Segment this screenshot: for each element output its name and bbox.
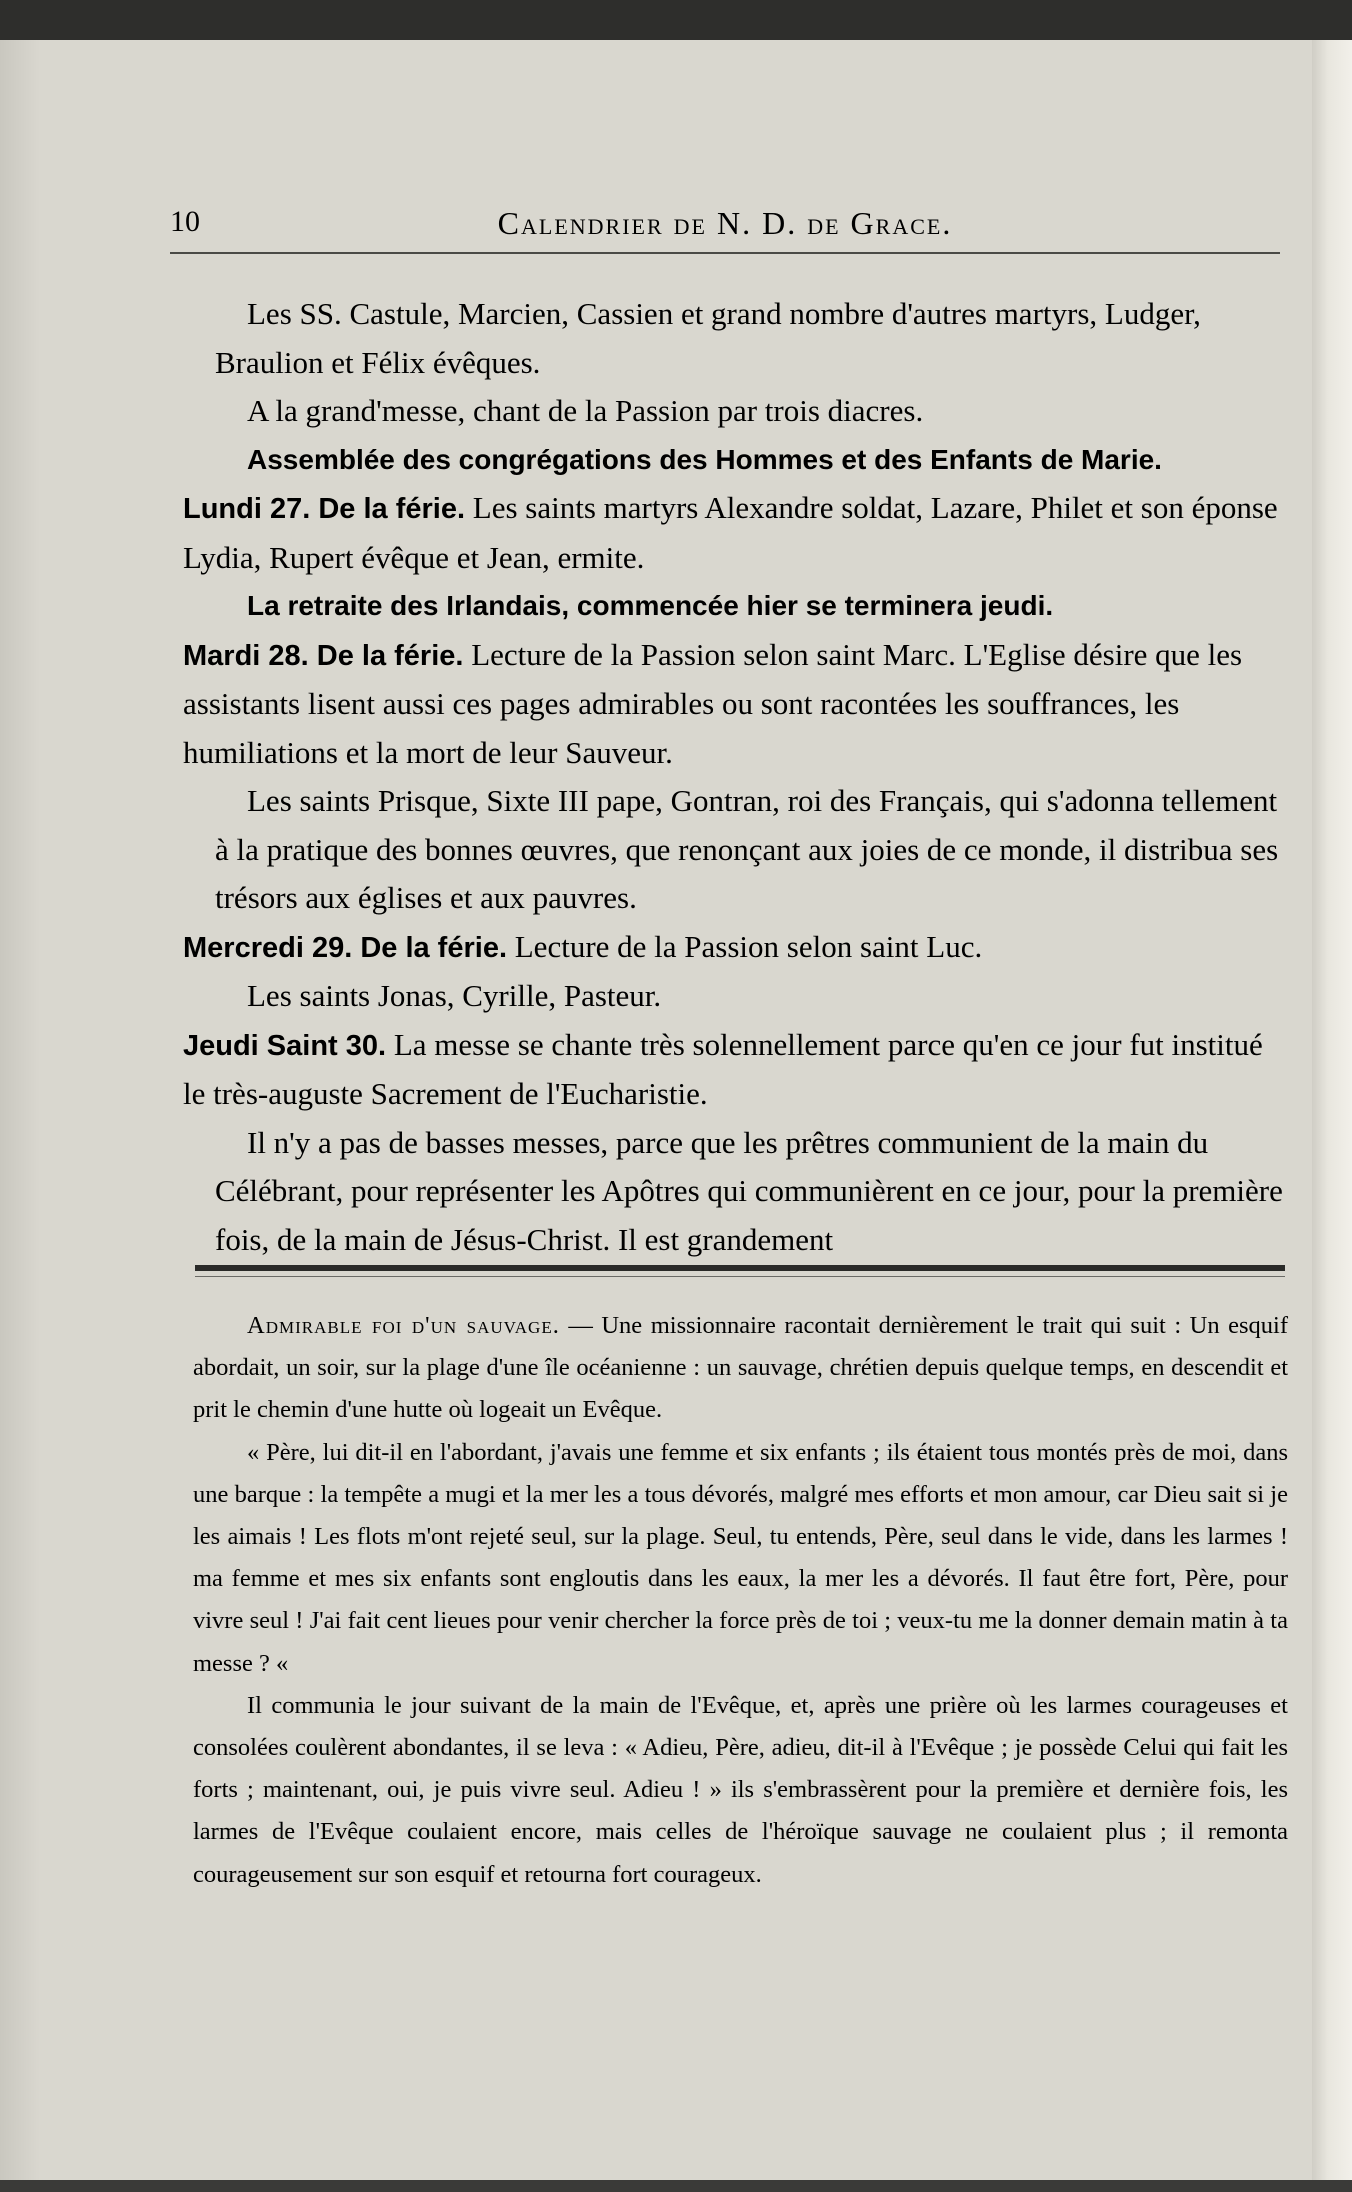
footnote-paragraph: « Père, lui dit-il en l'abordant, j'avais une femme et six enfants ; ils étaient tous montés près de moi, dans une barque : la tempête a mugi et la mer les a tous dévorés, malgré mes efforts et mon amour, car Dieu sait si je les aimais ! Les flots m'ont rejeté seul, sur la plage. Seul, tu entends, Père, seul dans le vide, dans les larmes ! ma femme et mes six enfants sont engloutis dans les eaux, la mer les a dévorés. Il faut être fort, Père, pour vivre seul ! J'ai fait cent lieues pour venir chercher la force près de toi ; veux-tu me la donner demain matin à ta messe ? «: [193, 1438, 1288, 1677]
day-entry: Mercredi 29. De la férie. Lecture de la Passion selon saint Luc.: [183, 928, 983, 964]
footnote-rule-thin: [195, 1276, 1285, 1277]
day-heading: Jeudi Saint 30.: [183, 1029, 387, 1062]
page-gutter-shade: [0, 40, 40, 2180]
announcement: La retraite des Irlandais, commencée hier se terminera jeudi.: [247, 590, 1054, 621]
day-heading: Lundi 27. De la férie.: [183, 493, 466, 525]
page-edge: [1312, 40, 1352, 2180]
day-heading: Mercredi 29. De la férie.: [183, 931, 507, 964]
footnote: [193, 1305, 1288, 1896]
entry-paragraph: A la grand'messe, chant de la Passion par trois diacres.: [247, 393, 924, 428]
day-entry: Jeudi Saint 30. La messe se chante très solennellement parce qu'en ce jour fut institué le très-auguste Sacrement de l'Eucharistie.: [183, 1026, 1263, 1111]
entry-paragraph: Les saints Jonas, Cyrille, Pasteur.: [247, 978, 662, 1013]
page-number: 10: [170, 205, 200, 238]
footnote-paragraph: Admirable foi d'un sauvage. — Une missionnaire racontait dernièrement le trait qui suit : Un esquif abordait, un soir, sur la plage d'une île océanienne : un sauvage, chrétien depuis quelque temps, en descendit et prit le chemin d'une hutte où logeait un Evêque.: [193, 1312, 1288, 1424]
day-entry: Lundi 27. De la férie. Les saints martyrs Alexandre soldat, Lazare, Philet et son éponse Lydia, Rupert évêque et Jean, ermite.: [183, 490, 1278, 575]
day-heading: Mardi 28. De la férie.: [183, 639, 464, 672]
entry-paragraph: Il n'y a pas de basses messes, parce que les prêtres communient de la main du Célébrant, pour représenter les Apôtres qui communièrent en ce jour, pour la première fois, de la main de Jésus-Christ. Il est grandement: [215, 1124, 1283, 1257]
header-rule: [170, 252, 1280, 254]
footnote-title: Admirable foi d'un sauvage.: [247, 1312, 560, 1339]
calendar-body: [183, 290, 1285, 1264]
entry-paragraph: Les saints Prisque, Sixte III pape, Gontran, roi des Français, qui s'adonna tellement à la pratique des bonnes œuvres, que renonçant aux joies de ce monde, il distribua ses trésors aux églises et aux pauvres.: [215, 783, 1279, 915]
footnote-rule: [195, 1265, 1285, 1271]
page-header: [170, 205, 1280, 255]
footnote-paragraph: Il communia le jour suivant de la main de l'Evêque, et, après une prière où les larmes courageuses et consolées coulèrent abondantes, il se leva : « Adieu, Père, adieu, dit-il à l'Evêque ; je possède Celui qui fait les forts ; maintenant, oui, je puis vivre seul. Adieu ! » ils s'embrassèrent pour la première et dernière fois, les larmes de l'Evêque coulaient encore, mais celles de l'héroïque sauvage ne coulaient plus ; il remonta courageusement sur son esquif et retourna fort courageux.: [193, 1691, 1288, 1888]
entry-paragraph: Les SS. Castule, Marcien, Cassien et grand nombre d'autres martyrs, Ludger, Braulion et Félix évêques.: [215, 296, 1201, 380]
running-title: Calendrier de N. D. de Grace.: [497, 205, 953, 241]
announcement: Assemblée des congrégations des Hommes et des Enfants de Marie.: [247, 443, 1162, 475]
day-entry: Mardi 28. De la férie. Lecture de la Passion selon saint Marc. L'Eglise désire que les assistants lisent aussi ces pages admirables ou sont racontées les souffrances, les humiliations et la mort de leur Sauveur.: [183, 636, 1243, 770]
scan-top-border: [0, 0, 1352, 40]
